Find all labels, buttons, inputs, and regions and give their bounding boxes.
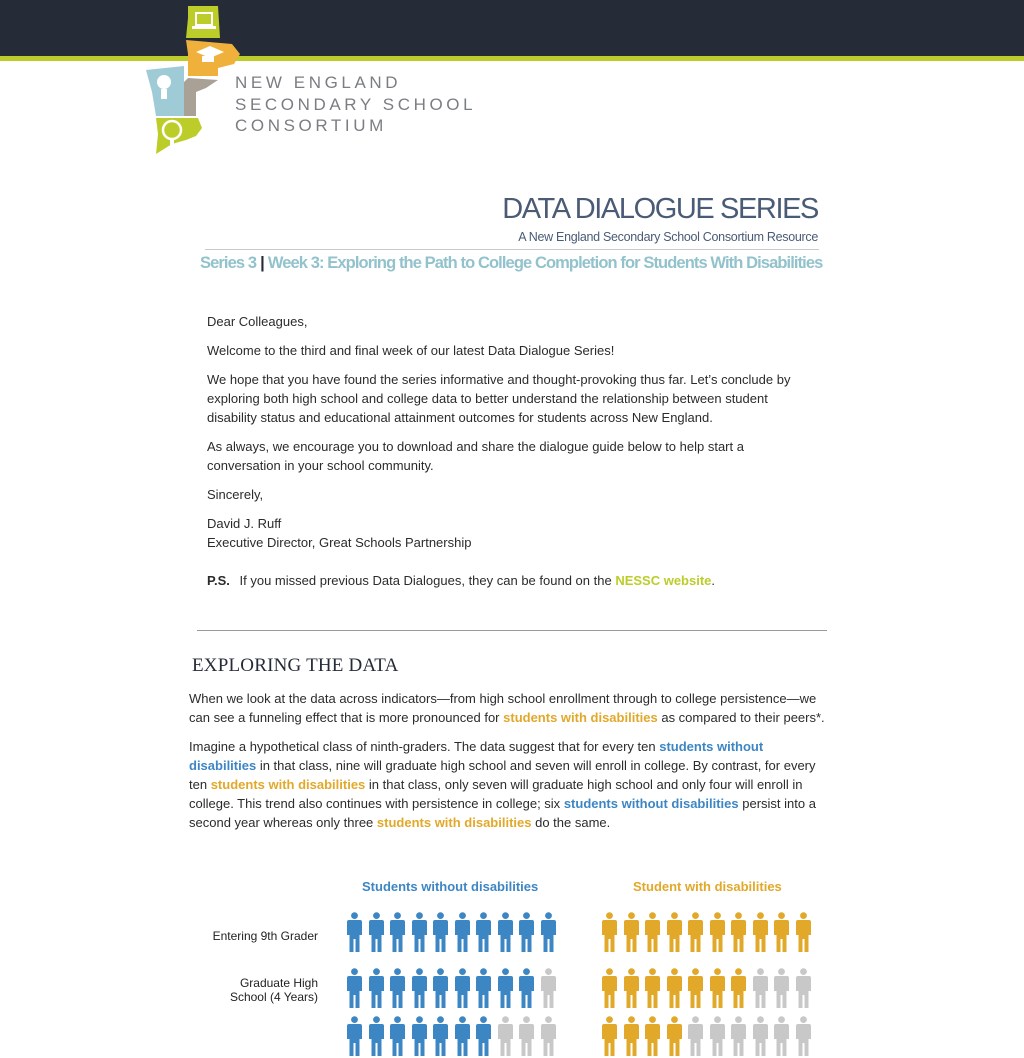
person-icon — [455, 1016, 470, 1058]
logo-wordmark — [235, 72, 476, 137]
person-icon — [347, 912, 362, 954]
person-icon — [390, 912, 405, 954]
person-icon — [412, 968, 427, 1010]
person-icon — [710, 1016, 725, 1058]
row-label — [213, 929, 318, 943]
signer-name: David J. Ruff — [207, 516, 282, 531]
series-label: Series 3 — [200, 254, 257, 272]
person-icon — [455, 912, 470, 954]
person-icon — [498, 912, 513, 954]
person-icon — [412, 912, 427, 954]
week-heading — [200, 254, 823, 273]
person-icon — [412, 1016, 427, 1058]
person-icon — [645, 1016, 660, 1058]
person-icon — [774, 968, 789, 1010]
person-icon — [476, 912, 491, 954]
letter-body — [207, 312, 807, 552]
person-icon — [347, 968, 362, 1010]
person-icon — [731, 968, 746, 1010]
signer-title: Executive Director, Great Schools Partnership — [207, 535, 472, 550]
ps-label: P.S. — [207, 573, 230, 588]
series-title: DATA DIALOGUE SERIES — [502, 193, 818, 225]
person-icon — [624, 968, 639, 1010]
person-icon — [602, 1016, 617, 1058]
closing: Sincerely, — [207, 487, 264, 502]
person-icon — [433, 968, 448, 1010]
text-run: Imagine a hypothetical class of ninth-graders. The data suggest that for every ten — [189, 739, 656, 754]
text-run: do the same. — [535, 815, 611, 830]
person-icon — [498, 968, 513, 1010]
person-icon — [667, 1016, 682, 1058]
person-icon — [796, 1016, 811, 1058]
text-run: persist into a second year whereas only three — [189, 796, 816, 830]
person-icon — [369, 968, 384, 1010]
person-icon — [774, 1016, 789, 1058]
person-icon — [688, 912, 703, 954]
row-label-line: Entering 9th Grader — [212, 929, 318, 943]
person-icon — [710, 968, 725, 1010]
section-paragraph — [189, 689, 829, 727]
person-icon — [645, 912, 660, 954]
person-icon — [476, 1016, 491, 1058]
person-icon — [602, 912, 617, 954]
person-icon — [519, 1016, 534, 1058]
person-icon — [774, 912, 789, 954]
section-paragraph — [189, 737, 829, 832]
person-icon — [731, 1016, 746, 1058]
letter-paragraph: As always, we encourage you to download and share the dialogue guide below to help start a conversation in your school community. — [207, 439, 744, 473]
person-icon — [796, 912, 811, 954]
series-subtitle: A New England Secondary School Consortium Resource — [518, 230, 818, 244]
person-icon — [753, 1016, 768, 1058]
ps-end: . — [711, 573, 716, 588]
title-divider — [205, 249, 819, 250]
person-icon — [541, 912, 556, 954]
person-icon — [369, 912, 384, 954]
text-run: When we look at the data across indicators—from high school enrollment through to college persistence—we can see a funneling effect that is more pronounced for — [189, 691, 817, 725]
person-icon — [796, 968, 811, 1010]
person-icon — [519, 912, 534, 954]
greeting: Dear Colleagues, — [207, 314, 308, 329]
person-icon — [541, 1016, 556, 1058]
person-icon — [624, 1016, 639, 1058]
person-icon — [624, 912, 639, 954]
text-run: in that class, only seven will graduate high school and only four will enroll in college. This trend also continues with persistence in college; six — [189, 777, 803, 811]
person-icon — [688, 1016, 703, 1058]
letter-paragraph: Welcome to the third and final week of our latest Data Dialogue Series! — [207, 343, 615, 358]
person-icon — [753, 968, 768, 1010]
person-icon — [667, 968, 682, 1010]
highlight-with-disabilities: students with disabilities — [503, 710, 658, 725]
postscript — [207, 571, 715, 590]
text-run: as compared to their peers*. — [661, 710, 825, 725]
person-icon — [688, 968, 703, 1010]
person-icon — [710, 912, 725, 954]
section-body — [189, 689, 829, 842]
signature — [207, 514, 807, 552]
person-icon — [390, 1016, 405, 1058]
highlight-with-disabilities: students with disabilities — [210, 777, 366, 792]
highlight-without-disabilities: students without disabilities — [563, 796, 739, 811]
row-label-line: School (4 Years) — [229, 990, 318, 1004]
row-label — [230, 976, 318, 1004]
logo-line: NEW ENGLAND — [235, 73, 402, 92]
person-icon — [347, 1016, 362, 1058]
person-icon — [498, 1016, 513, 1058]
logo-line: CONSORTIUM — [235, 116, 387, 135]
person-icon — [645, 968, 660, 1010]
person-icon — [369, 1016, 384, 1058]
ps-text: If you missed previous Data Dialogues, they can be found on the — [239, 573, 612, 588]
week-label: Week 3: Exploring the Path to College Completion for Students With Disabilities — [267, 254, 823, 272]
column-header-with: Student with disabilities — [633, 879, 782, 894]
logo-line: SECONDARY SCHOOL — [235, 94, 477, 114]
person-icon — [667, 912, 682, 954]
person-icon — [476, 968, 491, 1010]
section-title: EXPLORING THE DATA — [192, 655, 399, 676]
section-divider — [197, 630, 827, 631]
person-icon — [433, 912, 448, 954]
text-run: in that class, nine will graduate high school and seven will enroll in college. By contrast, for every ten — [189, 758, 816, 792]
row-label-line: Graduate High — [239, 976, 318, 990]
person-icon — [731, 912, 746, 954]
column-header-without: Students without disabilities — [362, 879, 539, 894]
person-icon — [390, 968, 405, 1010]
person-icon — [541, 968, 556, 1010]
person-icon — [433, 1016, 448, 1058]
person-icon — [753, 912, 768, 954]
person-icon — [602, 968, 617, 1010]
highlight-without-disabilities: students without disabilities — [189, 739, 764, 773]
nessc-website-link[interactable]: NESSC website — [615, 573, 712, 588]
heading-separator: | — [260, 254, 264, 272]
person-icon — [519, 968, 534, 1010]
nessc-logo-icon — [144, 4, 244, 156]
person-icon — [455, 968, 470, 1010]
highlight-with-disabilities: students with disabilities — [376, 815, 532, 830]
letter-paragraph: We hope that you have found the series informative and thought-provoking thus far. Let’s conclude by exploring both high school and college data to better understand the relationship between student disability status and educational attainment outcomes for students across New England. — [207, 372, 791, 425]
